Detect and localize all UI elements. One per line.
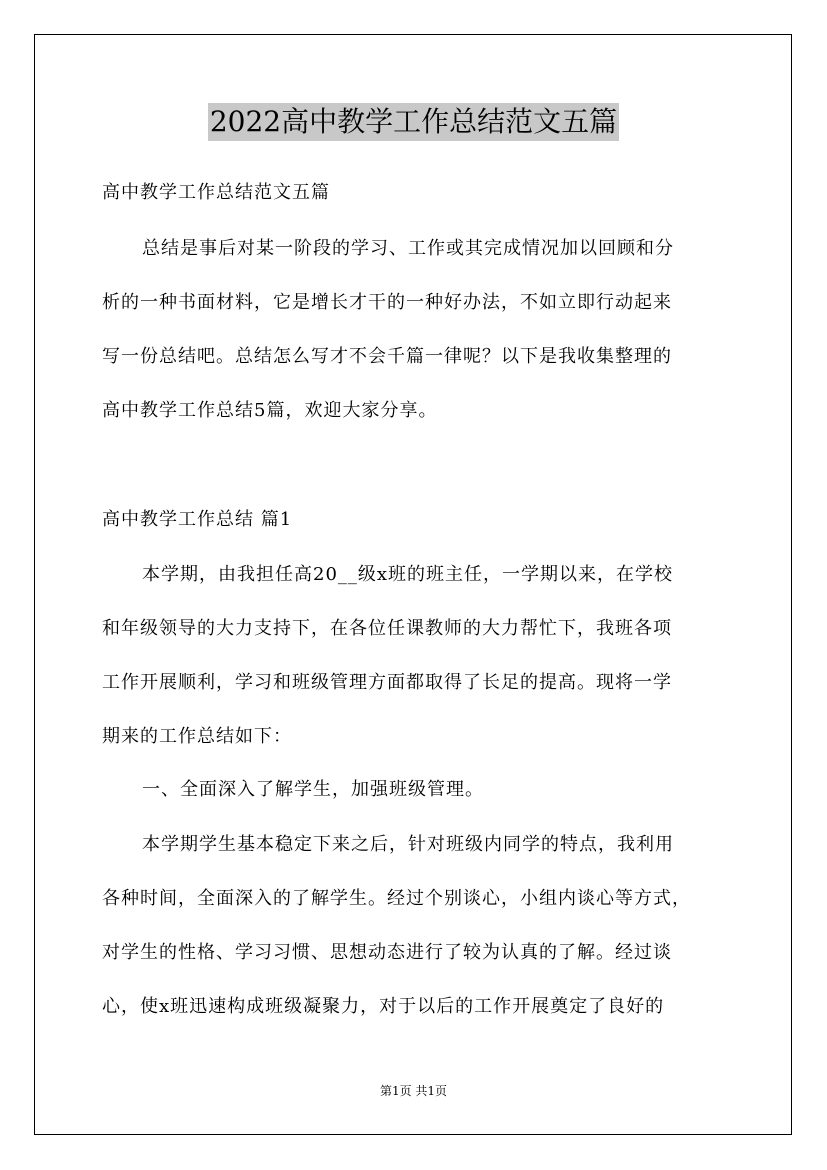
paragraph-line: 工作开展顺利，学习和班级管理方面都取得了长足的提高。现将一学 (102, 672, 672, 693)
paragraph-line: 和年级领导的大力支持下，在各位任课教师的大力帮忙下，我班各项 (102, 618, 672, 639)
paragraph-line: 期来的工作总结如下： (102, 726, 292, 747)
subsection-heading: 一、全面深入了解学生，加强班级管理。 (142, 779, 484, 800)
paragraph-line: 总结是事后对某一阶段的学习、工作或其完成情况加以回顾和分 (142, 238, 674, 259)
section-heading: 高中教学工作总结 篇1 (102, 509, 293, 530)
document-title: 2022高中教学工作总结范文五篇 (208, 103, 619, 141)
paragraph-line: 高中教学工作总结5篇，欢迎大家分享。 (102, 400, 438, 421)
paragraph-line: 析的一种书面材料，它是增长才干的一种好办法，不如立即行动起来 (102, 292, 672, 313)
paragraph-line: 写一份总结吧。总结怎么写才不会千篇一律呢？以下是我收集整理的 (102, 346, 672, 367)
paragraph-line: 对学生的性格、学习习惯、思想动态进行了较为认真的了解。经过谈 (102, 942, 672, 963)
paragraph-line: 心，使x班迅速构成班级凝聚力，对于以后的工作开展奠定了良好的 (102, 996, 665, 1017)
title-container (0, 103, 827, 141)
paragraph-line: 本学期学生基本稳定下来之后，针对班级内同学的特点，我利用 (142, 834, 674, 855)
paragraph-line: 各种时间，全面深入的了解学生。经过个别谈心，小组内谈心等方式， (102, 888, 691, 909)
subtitle-line: 高中教学工作总结范文五篇 (102, 182, 330, 203)
paragraph-line: 本学期，由我担任高20__级x班的班主任，一学期以来，在学校 (142, 564, 674, 585)
page-number-footer: 第1页 共1页 (379, 1084, 448, 1098)
